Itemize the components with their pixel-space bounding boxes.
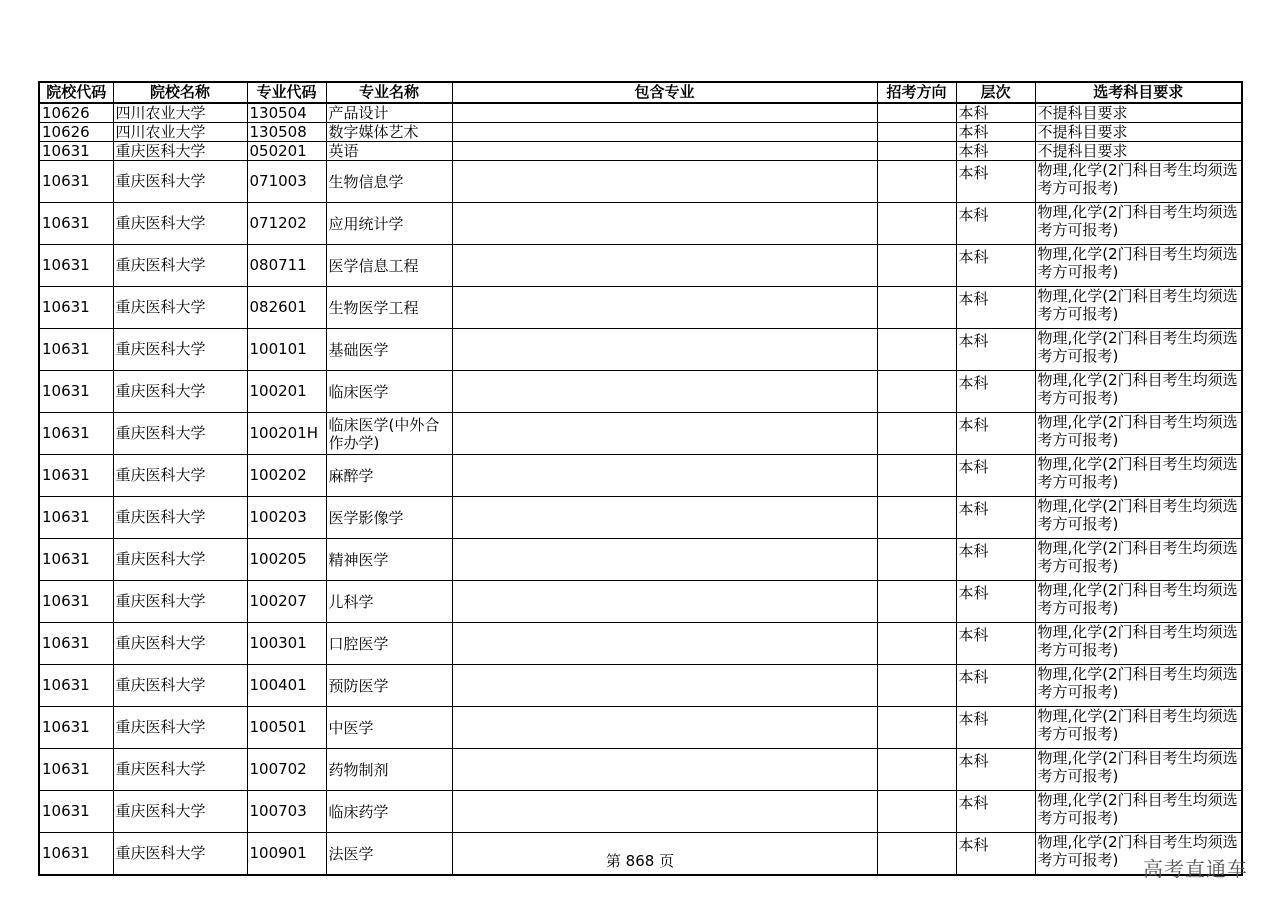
cell-level: 本科 — [956, 581, 1035, 623]
cell-subject-requirement: 物理,化学(2门科目考生均须选考方可报考) — [1035, 371, 1242, 413]
table-row — [39, 413, 1242, 455]
cell-level: 本科 — [956, 203, 1035, 245]
cell-major-code: 100901 — [247, 833, 326, 876]
cell-school-name: 重庆医科大学 — [113, 833, 247, 876]
cell-included-majors — [452, 539, 877, 581]
cell-school-name: 重庆医科大学 — [113, 497, 247, 539]
cell-school-code: 10631 — [39, 203, 113, 245]
cell-level: 本科 — [956, 665, 1035, 707]
cell-major-code: 130508 — [247, 123, 326, 142]
cell-major-name: 口腔医学 — [326, 623, 452, 665]
cell-school-name: 重庆医科大学 — [113, 623, 247, 665]
table-row — [39, 749, 1242, 791]
cell-included-majors — [452, 665, 877, 707]
cell-direction — [877, 623, 956, 665]
cell-school-name: 重庆医科大学 — [113, 539, 247, 581]
cell-direction — [877, 539, 956, 581]
cell-major-code: 100207 — [247, 581, 326, 623]
header-direction: 招考方向 — [877, 82, 956, 103]
cell-school-name: 重庆医科大学 — [113, 245, 247, 287]
cell-direction — [877, 665, 956, 707]
majors-table — [38, 81, 1243, 876]
cell-included-majors — [452, 329, 877, 371]
cell-school-name: 重庆医科大学 — [113, 371, 247, 413]
cell-major-name: 中医学 — [326, 707, 452, 749]
cell-school-code: 10631 — [39, 413, 113, 455]
cell-level: 本科 — [956, 455, 1035, 497]
cell-direction — [877, 371, 956, 413]
cell-direction — [877, 245, 956, 287]
cell-major-code: 100703 — [247, 791, 326, 833]
cell-major-code: 080711 — [247, 245, 326, 287]
cell-school-code: 10626 — [39, 103, 113, 123]
cell-major-name: 临床医学(中外合作办学) — [326, 413, 452, 455]
cell-major-name: 生物医学工程 — [326, 287, 452, 329]
cell-school-code: 10631 — [39, 833, 113, 876]
cell-level: 本科 — [956, 371, 1035, 413]
cell-subject-requirement: 物理,化学(2门科目考生均须选考方可报考) — [1035, 287, 1242, 329]
cell-subject-requirement: 物理,化学(2门科目考生均须选考方可报考) — [1035, 791, 1242, 833]
cell-included-majors — [452, 371, 877, 413]
cell-major-name: 基础医学 — [326, 329, 452, 371]
header-row — [39, 82, 1242, 103]
table-row — [39, 791, 1242, 833]
cell-included-majors — [452, 245, 877, 287]
watermark: 高考直通车 — [1143, 857, 1248, 881]
cell-included-majors — [452, 791, 877, 833]
cell-school-name: 重庆医科大学 — [113, 413, 247, 455]
cell-subject-requirement: 物理,化学(2门科目考生均须选考方可报考) — [1035, 161, 1242, 203]
table-row — [39, 623, 1242, 665]
table-row — [39, 103, 1242, 123]
cell-included-majors — [452, 413, 877, 455]
cell-level: 本科 — [956, 497, 1035, 539]
cell-major-code: 100401 — [247, 665, 326, 707]
cell-major-name: 数字媒体艺术 — [326, 123, 452, 142]
cell-school-name: 重庆医科大学 — [113, 287, 247, 329]
header-major-code: 专业代码 — [247, 82, 326, 103]
cell-school-name: 重庆医科大学 — [113, 203, 247, 245]
cell-direction — [877, 581, 956, 623]
cell-school-name: 重庆医科大学 — [113, 707, 247, 749]
table-row — [39, 371, 1242, 413]
cell-direction — [877, 455, 956, 497]
cell-major-name: 预防医学 — [326, 665, 452, 707]
cell-included-majors — [452, 455, 877, 497]
cell-major-code: 100501 — [247, 707, 326, 749]
cell-subject-requirement: 物理,化学(2门科目考生均须选考方可报考) — [1035, 833, 1242, 876]
table-row — [39, 539, 1242, 581]
cell-subject-requirement: 不提科目要求 — [1035, 103, 1242, 123]
cell-school-code: 10631 — [39, 791, 113, 833]
cell-level: 本科 — [956, 287, 1035, 329]
cell-school-code: 10631 — [39, 287, 113, 329]
cell-level: 本科 — [956, 707, 1035, 749]
table-row — [39, 203, 1242, 245]
cell-major-code: 100203 — [247, 497, 326, 539]
cell-school-name: 重庆医科大学 — [113, 665, 247, 707]
cell-major-name: 麻醉学 — [326, 455, 452, 497]
header-school-name: 院校名称 — [113, 82, 247, 103]
cell-direction — [877, 142, 956, 161]
cell-school-code: 10631 — [39, 455, 113, 497]
cell-included-majors — [452, 142, 877, 161]
cell-major-code: 100101 — [247, 329, 326, 371]
cell-direction — [877, 123, 956, 142]
cell-included-majors — [452, 707, 877, 749]
cell-level: 本科 — [956, 791, 1035, 833]
table-body — [39, 103, 1242, 875]
cell-included-majors — [452, 287, 877, 329]
cell-subject-requirement: 物理,化学(2门科目考生均须选考方可报考) — [1035, 581, 1242, 623]
cell-major-name: 药物制剂 — [326, 749, 452, 791]
cell-major-name: 临床药学 — [326, 791, 452, 833]
cell-school-name: 重庆医科大学 — [113, 329, 247, 371]
cell-subject-requirement: 不提科目要求 — [1035, 123, 1242, 142]
cell-subject-requirement: 物理,化学(2门科目考生均须选考方可报考) — [1035, 329, 1242, 371]
cell-direction — [877, 103, 956, 123]
cell-included-majors — [452, 497, 877, 539]
cell-school-code: 10626 — [39, 123, 113, 142]
cell-subject-requirement: 物理,化学(2门科目考生均须选考方可报考) — [1035, 245, 1242, 287]
cell-major-code: 100205 — [247, 539, 326, 581]
cell-subject-requirement: 物理,化学(2门科目考生均须选考方可报考) — [1035, 413, 1242, 455]
cell-major-code: 071202 — [247, 203, 326, 245]
cell-school-code: 10631 — [39, 142, 113, 161]
cell-major-name: 医学影像学 — [326, 497, 452, 539]
cell-school-code: 10631 — [39, 707, 113, 749]
cell-school-code: 10631 — [39, 665, 113, 707]
cell-major-code: 071003 — [247, 161, 326, 203]
cell-subject-requirement: 物理,化学(2门科目考生均须选考方可报考) — [1035, 539, 1242, 581]
table-row — [39, 287, 1242, 329]
cell-level: 本科 — [956, 833, 1035, 876]
cell-major-name: 应用统计学 — [326, 203, 452, 245]
cell-level: 本科 — [956, 413, 1035, 455]
cell-included-majors — [452, 103, 877, 123]
cell-major-code: 082601 — [247, 287, 326, 329]
cell-direction — [877, 497, 956, 539]
cell-direction — [877, 329, 956, 371]
cell-level: 本科 — [956, 245, 1035, 287]
cell-direction — [877, 287, 956, 329]
cell-subject-requirement: 物理,化学(2门科目考生均须选考方可报考) — [1035, 497, 1242, 539]
header-included-majors: 包含专业 — [452, 82, 877, 103]
cell-school-code: 10631 — [39, 623, 113, 665]
cell-major-name: 医学信息工程 — [326, 245, 452, 287]
cell-subject-requirement: 物理,化学(2门科目考生均须选考方可报考) — [1035, 665, 1242, 707]
cell-direction — [877, 707, 956, 749]
cell-direction — [877, 413, 956, 455]
cell-included-majors — [452, 581, 877, 623]
cell-included-majors — [452, 203, 877, 245]
cell-subject-requirement: 物理,化学(2门科目考生均须选考方可报考) — [1035, 203, 1242, 245]
cell-school-code: 10631 — [39, 161, 113, 203]
cell-major-name: 英语 — [326, 142, 452, 161]
header-major-name: 专业名称 — [326, 82, 452, 103]
cell-subject-requirement: 物理,化学(2门科目考生均须选考方可报考) — [1035, 707, 1242, 749]
cell-subject-requirement: 物理,化学(2门科目考生均须选考方可报考) — [1035, 623, 1242, 665]
cell-major-code: 050201 — [247, 142, 326, 161]
cell-level: 本科 — [956, 161, 1035, 203]
table-row — [39, 665, 1242, 707]
cell-school-code: 10631 — [39, 749, 113, 791]
cell-major-name: 儿科学 — [326, 581, 452, 623]
cell-direction — [877, 791, 956, 833]
table-row — [39, 142, 1242, 161]
table-row — [39, 161, 1242, 203]
cell-major-code: 100202 — [247, 455, 326, 497]
cell-level: 本科 — [956, 749, 1035, 791]
cell-school-name: 重庆医科大学 — [113, 791, 247, 833]
cell-level: 本科 — [956, 103, 1035, 123]
cell-included-majors — [452, 123, 877, 142]
cell-major-code: 100201H — [247, 413, 326, 455]
header-level: 层次 — [956, 82, 1035, 103]
cell-included-majors — [452, 623, 877, 665]
cell-major-code: 100301 — [247, 623, 326, 665]
cell-level: 本科 — [956, 539, 1035, 581]
cell-major-name: 临床医学 — [326, 371, 452, 413]
cell-school-name: 重庆医科大学 — [113, 581, 247, 623]
cell-level: 本科 — [956, 142, 1035, 161]
cell-major-code: 130504 — [247, 103, 326, 123]
table-row — [39, 245, 1242, 287]
cell-level: 本科 — [956, 623, 1035, 665]
cell-major-code: 100702 — [247, 749, 326, 791]
cell-school-name: 四川农业大学 — [113, 123, 247, 142]
cell-school-name: 四川农业大学 — [113, 103, 247, 123]
cell-school-name: 重庆医科大学 — [113, 142, 247, 161]
header-subject-requirement: 选考科目要求 — [1035, 82, 1242, 103]
cell-major-name: 法医学 — [326, 833, 452, 876]
table-row — [39, 581, 1242, 623]
cell-direction — [877, 749, 956, 791]
cell-major-name: 生物信息学 — [326, 161, 452, 203]
cell-school-code: 10631 — [39, 581, 113, 623]
cell-level: 本科 — [956, 123, 1035, 142]
cell-school-code: 10631 — [39, 371, 113, 413]
cell-major-name: 精神医学 — [326, 539, 452, 581]
cell-included-majors — [452, 749, 877, 791]
cell-direction — [877, 161, 956, 203]
cell-school-code: 10631 — [39, 539, 113, 581]
page-number: 第 868 页 — [605, 852, 675, 870]
cell-major-code: 100201 — [247, 371, 326, 413]
cell-school-code: 10631 — [39, 497, 113, 539]
cell-school-name: 重庆医科大学 — [113, 749, 247, 791]
cell-level: 本科 — [956, 329, 1035, 371]
cell-school-name: 重庆医科大学 — [113, 455, 247, 497]
cell-included-majors — [452, 161, 877, 203]
cell-school-code: 10631 — [39, 245, 113, 287]
cell-subject-requirement: 不提科目要求 — [1035, 142, 1242, 161]
table-row — [39, 455, 1242, 497]
cell-subject-requirement: 物理,化学(2门科目考生均须选考方可报考) — [1035, 749, 1242, 791]
cell-school-name: 重庆医科大学 — [113, 161, 247, 203]
table-row — [39, 707, 1242, 749]
cell-direction — [877, 203, 956, 245]
table-row — [39, 497, 1242, 539]
cell-subject-requirement: 物理,化学(2门科目考生均须选考方可报考) — [1035, 455, 1242, 497]
cell-major-name: 产品设计 — [326, 103, 452, 123]
table-row — [39, 329, 1242, 371]
header-school-code: 院校代码 — [39, 82, 113, 103]
table-row — [39, 123, 1242, 142]
cell-school-code: 10631 — [39, 329, 113, 371]
